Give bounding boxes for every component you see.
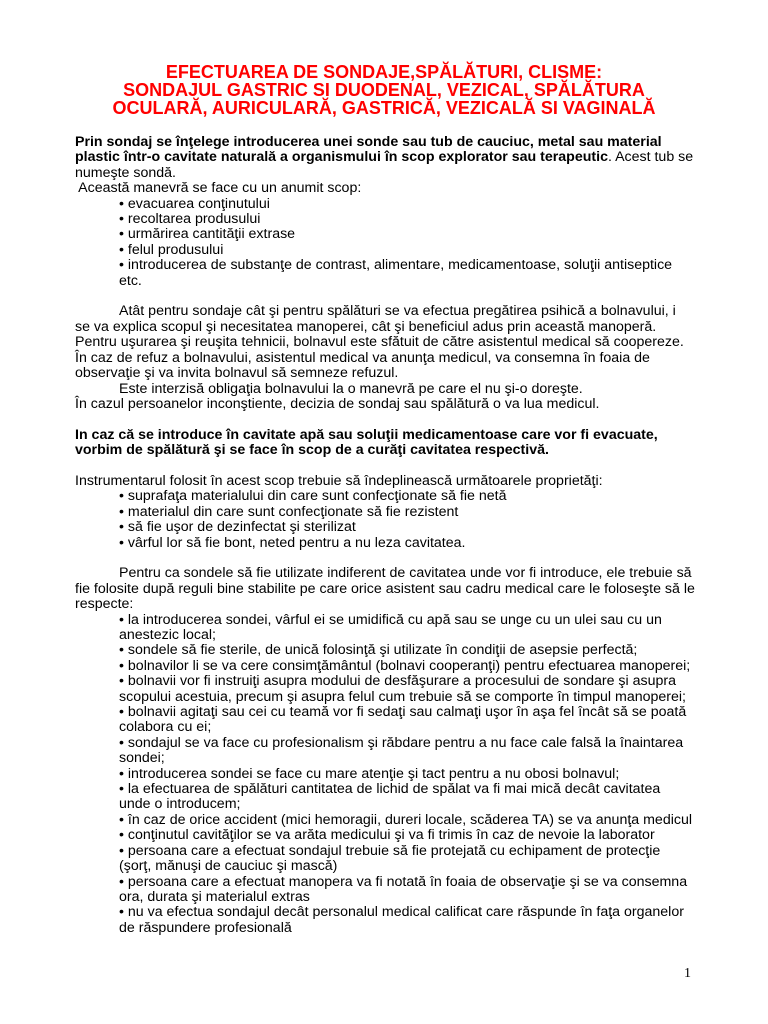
rule-item-continuation: colabora cu ei;	[119, 719, 212, 736]
rules-lead-line: fie folosite după reguli bine stabilite pe care orice asistent sau cadru medical care le foloseşte să le	[75, 580, 695, 597]
preparation-line: Este interzisă obligaţia bolnavului la o manevră pe care el nu şi-o doreşte.	[119, 380, 583, 397]
instrument-item: • materialul din care sunt confecţionate să fie rezistent	[119, 503, 459, 520]
purpose-item: • recoltarea produsului	[119, 211, 261, 228]
rule-item: • sondajul se va face cu profesionalism şi răbdare pentru a nu face cale falsă la înaintarea	[119, 734, 684, 751]
instrument-item: • să fie uşor de dezinfectat şi sterilizat	[119, 519, 356, 536]
spacer	[75, 459, 755, 474]
rule-item: • în caz de orice accident (mici hemoragii, dureri locale, scăderea TA) se va anunţa medicul	[119, 811, 692, 828]
instrument-item: • suprafaţa materialului din care sunt confecţionate să fie netă	[119, 488, 507, 505]
rule-item: • introducerea sondei se face cu mare atenţie şi tact pentru a nu obosi bolnavul;	[119, 765, 620, 782]
rule-item-continuation: scopului acestuia, precum şi asupra felul cum trebuie să se comporte în timpul manoperei;	[119, 688, 686, 705]
instruments-lead: Instrumentarul folosit în acest scop trebuie să îndeplinească următoarele proprietăţi:	[75, 472, 603, 489]
purpose-item: • urmărirea cantităţii extrase	[119, 226, 296, 243]
purpose-item: • felul produsului	[119, 241, 224, 258]
preparation-line: se va explica scopul şi necesitatea manoperei, cât şi beneficiul adus prin această manoperă.	[75, 318, 657, 335]
definition-line	[75, 150, 755, 165]
document-title	[0, 63, 768, 117]
definition-bold-text: plastic într-o cavitate naturală a organismului în scop explorator sau terapeutic	[75, 149, 608, 166]
title-line: SONDAJUL GASTRIC SI DUODENAL, VEZICAL, SPĂLĂTURA	[123, 80, 645, 100]
rule-item: • la introducerea sondei, vârful ei se umidifică cu apă sau se unge cu un ulei sau cu un	[119, 611, 662, 628]
rule-item-continuation: (şorţ, mănuşi de cauciuc şi mască)	[119, 858, 338, 875]
preparation-line: În cazul persoanelor inconştiente, decizia de sondaj sau spălătură o va lua medicul.	[75, 395, 600, 412]
lavage-line: In caz că se introduce în cavitate apă sau soluţii medicamentoase care vor fi evacuate,	[75, 426, 658, 443]
title-line: EFECTUAREA DE SONDAJE,SPĂLĂTURI, CLISME:	[165, 62, 603, 82]
preparation-line: În caz de refuz a bolnavului, asistentul medical va anunţa medicul, va consemna în foaia de	[75, 349, 650, 366]
page-number: 1	[684, 966, 691, 981]
rule-item-continuation: de răspundere profesională	[119, 919, 292, 936]
rule-item: • persoana care a efectuat manopera va fi notată în foaia de observaţie şi se va consemna	[119, 873, 688, 890]
rules-lead-line: respecte:	[75, 596, 134, 613]
rule-item: • bolnavii vor fi instruiţi asupra modului de desfăşurare a procesului de sondare şi asupra	[119, 673, 677, 690]
rule-item: • persoana care a efectuat sondajul trebuie să fie protejată cu echipament de protecţie	[119, 842, 661, 859]
preparation-line: Atât pentru sondaje cât şi pentru spălături se va efectua pregătirea psihică a bolnavului, i	[119, 303, 676, 320]
rule-item: • bolnavilor li se va cere consimţământul (bolnavi cooperanţi) pentru efectuarea manoperei;	[119, 657, 691, 674]
document-body	[75, 135, 755, 936]
lavage-line: vorbim de spălătură şi se face în scop de a curăţi cavitatea respectivă.	[75, 442, 549, 459]
preparation-line: observaţie şi va invita bolnavul să semneze refuzul.	[75, 365, 399, 382]
title-line: OCULARĂ, AURICULARĂ, GASTRICĂ, VEZICALĂ SI VAGINALĂ	[112, 98, 656, 118]
instrument-item: • vârful lor să fie bont, neted pentru a nu leza cavitatea.	[119, 534, 466, 551]
definition-line: numeşte sondă.	[75, 164, 176, 181]
spacer	[75, 412, 755, 427]
definition-line: Prin sondaj se înţelege introducerea unei sonde sau tub de cauciuc, metal sau material	[75, 134, 662, 150]
rule-item: • nu va efectua sondajul decât personalul medical calificat care răspunde în faţa organelor	[119, 904, 684, 921]
rules-lead-line: Pentru ca sondele să fie utilizate indiferent de cavitatea unde vor fi introduce, ele trebuie să	[119, 565, 692, 582]
purpose-item: • introducerea de substanţe de contrast, alimentare, medicamentoase, soluţii antiseptice	[119, 257, 673, 274]
purpose-item-continuation: etc.	[119, 272, 142, 289]
rule-item: • la efectuarea de spălături cantitatea de lichid de spălat va fi mai mică decât cavitatea	[119, 781, 661, 798]
purpose-item: • evacuarea conţinutului	[119, 195, 270, 212]
spacer	[75, 551, 755, 566]
rule-item: • sondele să fie sterile, de unică folosinţă şi utilizate în condiţii de asepsie perfectă;	[119, 642, 638, 659]
rule-item-continuation: ora, durata şi materialul extras	[119, 888, 310, 905]
rule-item-continuation: sondei;	[119, 750, 165, 767]
definition-tail-text: . Acest tub se	[607, 149, 694, 166]
rule-item: • bolnavii agitaţi sau cei cu teamă vor fi sedaţi sau calmaţi uşor în aşa fel încât să se poată	[119, 704, 687, 721]
spacer	[75, 289, 755, 304]
rule-item-continuation: unde o introducem;	[119, 796, 241, 813]
purposes-lead: Această manevră se face cu un anumit scop:	[75, 180, 362, 197]
rule-item-continuation: anestezic local;	[119, 627, 216, 643]
preparation-line: Pentru uşurarea şi reuşita tehnicii, bolnavul este sfătuit de către asistentul medical să coopereze.	[75, 334, 684, 351]
rule-item: • conţinutul cavităţilor se va arăta medicului şi va fi trimis în caz de nevoie la laborator	[119, 827, 655, 844]
